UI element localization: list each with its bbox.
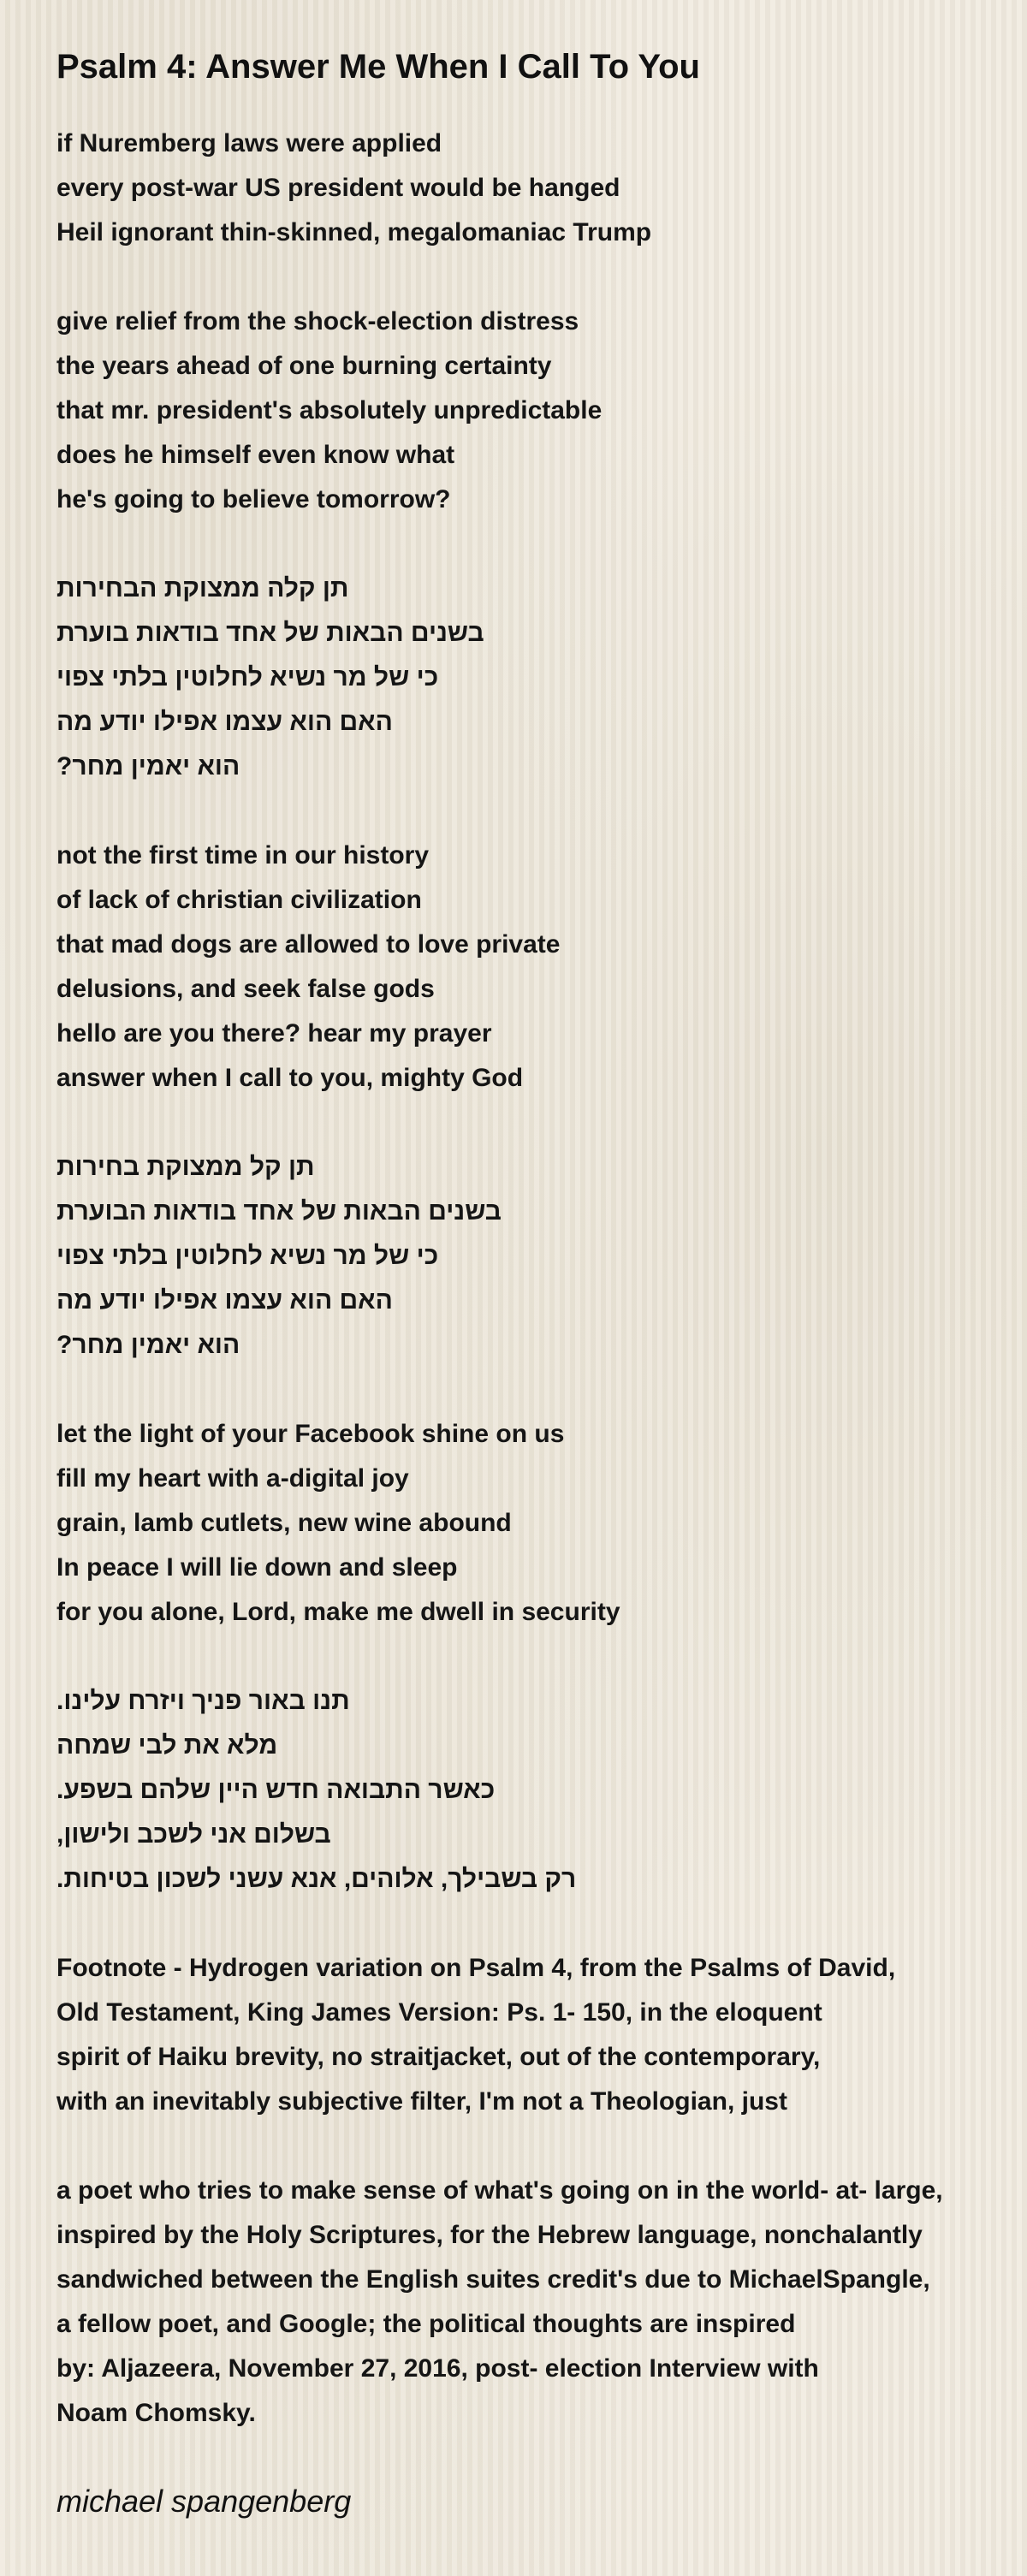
poem-line: let the light of your Facebook shine on us xyxy=(56,1420,565,1448)
poem-line-hebrew: בשנים הבאות של אחד בודאות הבוערת xyxy=(56,1197,502,1226)
poem-line-hebrew: תן קלה ממצוקת הבחירות xyxy=(56,574,349,602)
stanza-1 xyxy=(56,122,1027,255)
poem-line: Heil ignorant thin-skinned, megalomaniac Trump xyxy=(56,218,652,246)
poem-line: Old Testament, King James Version: Ps. 1- 150, in the eloquent xyxy=(56,1998,822,2027)
poem-line: with an inevitably subjective filter, I'm not a Theologian, just xyxy=(56,2087,787,2116)
poem-title: Psalm 4: Answer Me When I Call To You xyxy=(56,48,700,86)
poem-line: hello are you there? hear my prayer xyxy=(56,1019,492,1048)
stanza-4 xyxy=(56,834,1027,1101)
poem-line: Footnote - Hydrogen variation on Psalm 4, from the Psalms of David, xyxy=(56,1954,896,1982)
poem-line: spirit of Haiku brevity, no straitjacket, out of the contemporary, xyxy=(56,2043,821,2071)
poem-line: that mr. president's absolutely unpredictable xyxy=(56,396,603,424)
stanza-3-hebrew xyxy=(56,567,1027,789)
poem-line: that mad dogs are allowed to love private xyxy=(56,930,561,959)
poem-line: if Nuremberg laws were applied xyxy=(56,129,442,157)
poem-line-hebrew: בשלום אני לשכב ולישון, xyxy=(56,1820,331,1849)
stanza-2 xyxy=(56,300,1027,522)
poem-line: delusions, and seek false gods xyxy=(56,975,435,1003)
poem-line-hebrew: בשנים הבאות של אחד בודאות בוערת xyxy=(56,619,484,647)
poem-line-hebrew: מלא את לבי שמחה xyxy=(56,1731,278,1760)
poem-line: the years ahead of one burning certainty xyxy=(56,352,552,380)
stanza-8-footnote xyxy=(56,1946,1027,2124)
poem-line: does he himself even know what xyxy=(56,441,455,469)
poem-line: fill my heart with a-digital joy xyxy=(56,1464,409,1493)
poem-line-hebrew: האם הוא עצמו אפילו יודע מה xyxy=(56,708,393,736)
poem-line-hebrew: הוא יאמין מחר? xyxy=(56,752,240,781)
poem-line: he's going to believe tomorrow? xyxy=(56,485,451,513)
poem-line: grain, lamb cutlets, new wine abound xyxy=(56,1509,512,1537)
poem-line: sandwiched between the English suites credit's due to MichaelSpangle, xyxy=(56,2265,930,2294)
poem-line-hebrew: כאשר התבואה חדש היין שלהם בשפע. xyxy=(56,1776,496,1804)
poem-line: Noam Chomsky. xyxy=(56,2399,256,2427)
poem-line-hebrew: כי של מר נשיא לחלוטין בלתי צפוי xyxy=(56,1242,439,1270)
poem-line: In peace I will lie down and sleep xyxy=(56,1553,458,1582)
poem-line: a poet who tries to make sense of what's going on in the world- at- large, xyxy=(56,2176,943,2205)
poem-line: for you alone, Lord, make me dwell in security xyxy=(56,1598,620,1626)
poem-line-hebrew: תן קל ממצוקת בחירות xyxy=(56,1153,315,1181)
poem-line: of lack of christian civilization xyxy=(56,886,422,914)
poem-line: inspired by the Holy Scriptures, for the Hebrew language, nonchalantly xyxy=(56,2221,923,2249)
poem-line: not the first time in our history xyxy=(56,841,430,870)
poem-line-hebrew: רק בשבילך, אלוהים, אנא עשני לשכון בטיחות. xyxy=(56,1865,577,1893)
poem-line-hebrew: תנו באור פניך ויזרח עלינו. xyxy=(56,1687,350,1715)
stanza-9-footnote xyxy=(56,2169,1027,2436)
poem-line-hebrew: הוא יאמין מחר? xyxy=(56,1331,240,1359)
poem-author: michael spangenberg xyxy=(56,2484,352,2519)
stanza-7-hebrew xyxy=(56,1679,1027,1902)
stanza-6 xyxy=(56,1412,1027,1635)
poem-line: give relief from the shock-election distress xyxy=(56,307,579,335)
stanza-5-hebrew xyxy=(56,1145,1027,1368)
poem-line: answer when I call to you, mighty God xyxy=(56,1064,524,1092)
poem-line: a fellow poet, and Google; the political thoughts are inspired xyxy=(56,2310,796,2338)
poem-line: by: Aljazeera, November 27, 2016, post- election Interview with xyxy=(56,2354,819,2383)
poem-line: every post-war US president would be hanged xyxy=(56,174,620,202)
poem-line-hebrew: כי של מר נשיא לחלוטין בלתי צפוי xyxy=(56,663,439,691)
poem-line-hebrew: האם הוא עצמו אפילו יודע מה xyxy=(56,1286,393,1315)
